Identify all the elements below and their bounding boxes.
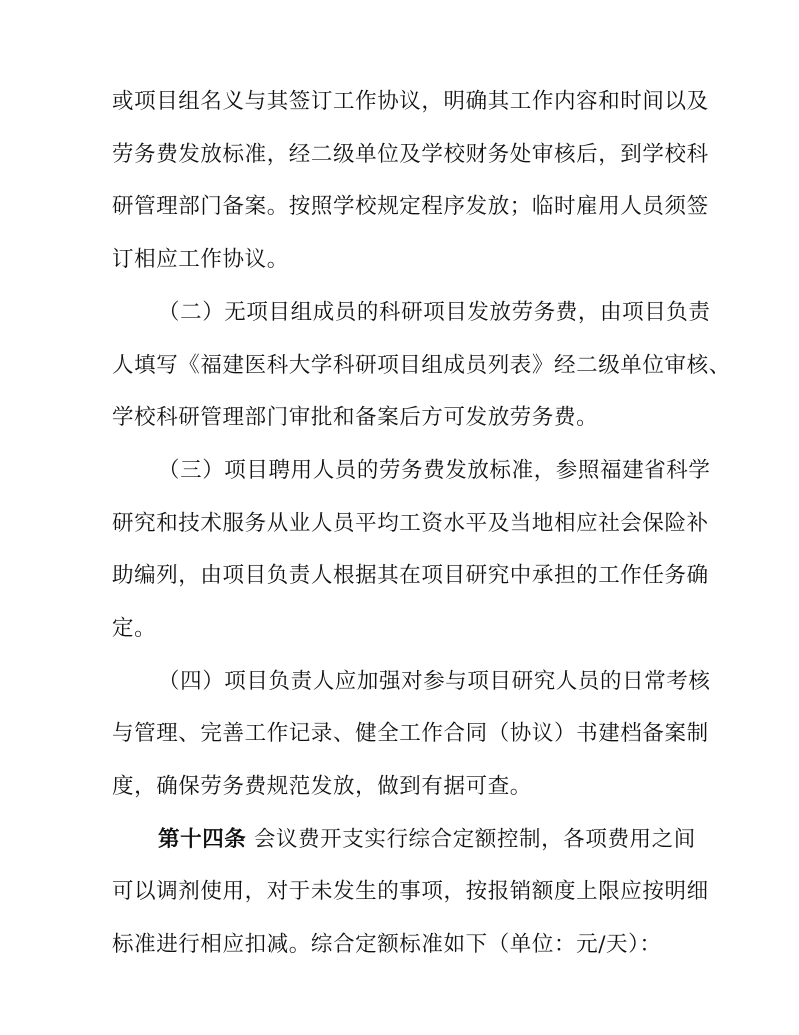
text-line: 助编列，由项目负责人根据其在项目研究中承担的工作任务确 (112, 563, 709, 588)
text-line: 劳务费发放标准，经二级单位及学校财务处审核后，到学校科 (112, 142, 709, 167)
text-line: 研管理部门备案。按照学校规定程序发放；临时雇用人员须签 (112, 194, 709, 219)
text-line: 定。 (112, 616, 157, 641)
text-line: 与管理、完善工作记录、健全工作合同（协议）书建档备案制 (112, 721, 709, 746)
text-line: 学校科研管理部门审批和备案后方可发放劳务费。 (112, 405, 599, 430)
text-line: （二）无项目组成员的科研项目发放劳务费，由项目负责 (158, 300, 711, 325)
text-line: 或项目组名义与其签订工作协议，明确其工作内容和时间以及 (112, 89, 709, 114)
article-line (158, 825, 696, 855)
article-label: 第十四条 (158, 827, 247, 852)
text-line: （四）项目负责人应加强对参与项目研究人员的日常考核 (158, 669, 711, 694)
text-line: 人填写《福建医科大学科研项目组成员列表》经二级单位审核、 (112, 353, 731, 378)
text-line: 订相应工作协议。 (112, 247, 289, 272)
text-line: 标准进行相应扣减。综合定额标准如下（单位：元/天）： (112, 932, 662, 957)
text-line: （三）项目聘用人员的劳务费发放标准，参照福建省科学 (158, 458, 711, 483)
text-line: 可以调剂使用，对于未发生的事项，按报销额度上限应按明细 (112, 879, 709, 904)
text-line: 度，确保劳务费规范发放，做到有据可查。 (112, 774, 532, 799)
text-line: 研究和技术服务从业人员平均工资水平及当地相应社会保险补 (112, 511, 709, 536)
article-text: 会议费开支实行综合定额控制，各项费用之间 (253, 827, 696, 852)
